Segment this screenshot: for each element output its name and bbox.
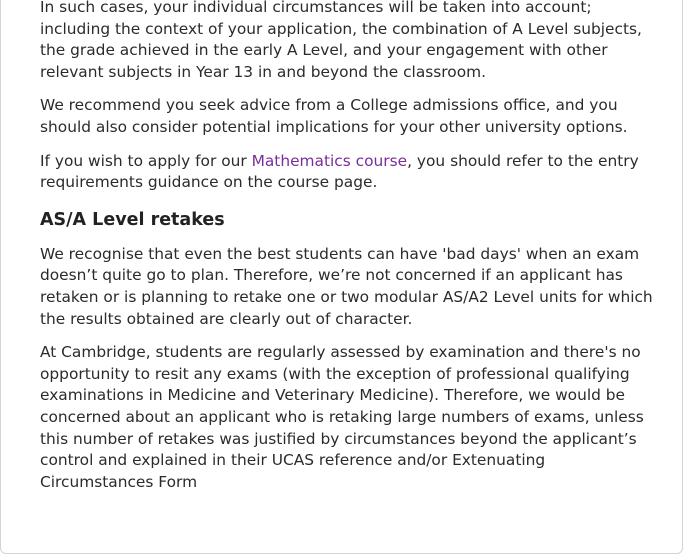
article-body bbox=[40, 0, 660, 505]
intro-paragraph-3-tail: , you should refer to the entry requirements guidance on the course page. bbox=[40, 151, 639, 192]
retakes-paragraph-2: At Cambridge, students are regularly assessed by examination and there's no opportunity to resit any exams (with the exception of professional qualifying examinations in Medicine and Veterinary Medicine). Therefore, we would be concerned about an applicant who is retaking large numbers of exams, unless this number of retakes was justified by circumstances beyond the applicant’s control and explained in their UCAS reference and/or Extenuating Circumstances Form bbox=[40, 343, 644, 491]
intro-paragraph-1: In such cases, your individual circumstances will be taken into account; including the context of your application, the combination of A Level subjects, the grade achieved in the early A Level, and your engagement with other relevant subjects in Year 13 in and beyond the classroom. bbox=[40, 0, 642, 81]
intro-paragraph-3 bbox=[40, 151, 660, 194]
mathematics-course-link[interactable]: Mathematics course bbox=[251, 151, 408, 170]
retakes-paragraph-1: We recognise that even the best students can have 'bad days' when an exam doesn’t quite go to plan. Therefore, we’re not concerned if an applicant has retaken or is planning to retake one or two modular AS/A2 Level units for which the results obtained are clearly out of character. bbox=[40, 244, 653, 328]
retakes-heading: AS/A Level retakes bbox=[40, 209, 225, 230]
intro-paragraph-2: We recommend you seek advice from a College admissions office, and you should also consider potential implications for your other university options. bbox=[40, 96, 628, 136]
intro-paragraph-3-lead: If you wish to apply for our bbox=[40, 151, 252, 170]
